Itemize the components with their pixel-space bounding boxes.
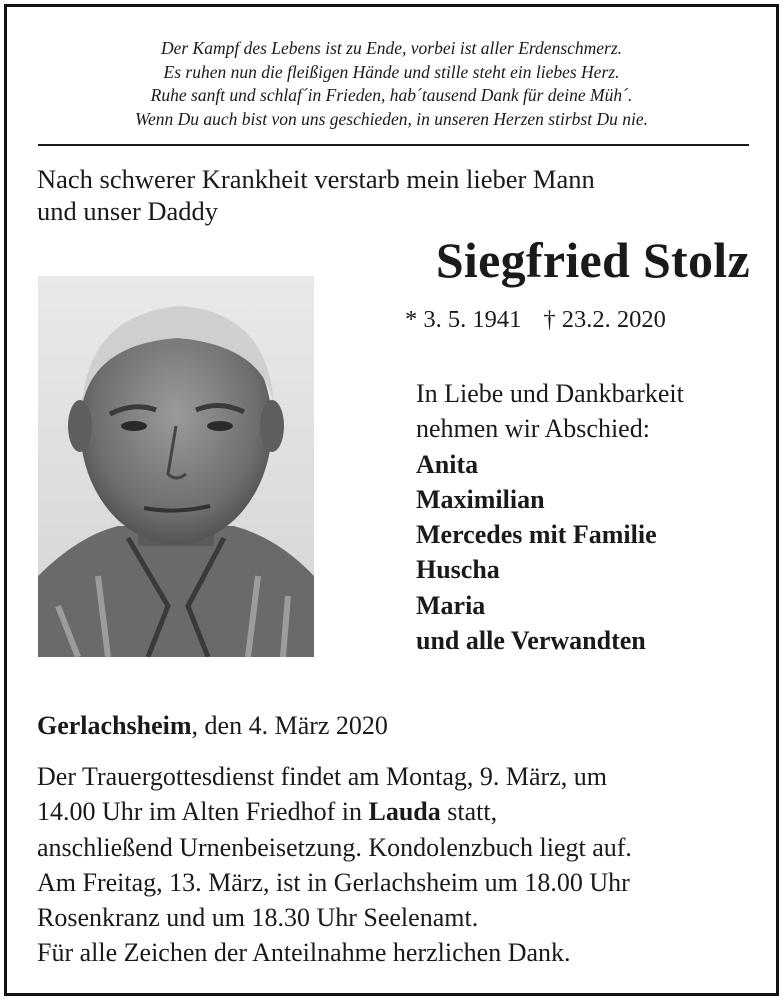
obituary-notice	[4, 4, 779, 996]
place-town: Gerlachsheim	[37, 711, 192, 740]
service-line: Der Trauergottesdienst findet am Montag, 9. März, um	[37, 762, 607, 791]
deceased-name: Siegfried Stolz	[435, 232, 750, 288]
poem-line: Wenn Du auch bist von uns geschieden, in unseren Herzen stirbst Du nie.	[135, 108, 648, 129]
service-line: Am Freitag, 13. März, ist in Gerlachsheim um 18.00 Uhr	[37, 867, 630, 897]
announcement-text	[37, 163, 595, 227]
mourner-name: Anita	[416, 449, 479, 479]
farewell-line: nehmen wir Abschied:	[416, 414, 650, 444]
announcement-line: Nach schwerer Krankheit verstarb mein lieber Mann	[37, 164, 595, 194]
mourner-name: Huscha	[416, 555, 500, 585]
service-time: 14.00 Uhr im Alten Friedhof in	[37, 797, 369, 827]
service-location: Lauda	[368, 797, 441, 827]
death-date: † 23.2. 2020	[543, 306, 666, 333]
birth-date: * 3. 5. 1941	[405, 306, 522, 333]
mourners-list	[416, 376, 684, 658]
mourner-name: Maria	[416, 590, 486, 620]
divider-line	[38, 144, 749, 146]
farewell-line: In Liebe und Dankbarkeit	[416, 379, 684, 408]
service-line: anschließend Urnenbeisetzung. Kondolenzbuch liegt auf.	[37, 832, 632, 862]
service-line: Rosenkranz und um 18.30 Uhr Seelenamt.	[37, 903, 479, 933]
place-and-date	[37, 710, 388, 742]
portrait-photo	[38, 276, 314, 657]
poem-line: Ruhe sanft und schlaf´in Frieden, hab´tausend Dank für deine Müh´.	[150, 85, 633, 105]
notice-date: , den 4. März 2020	[191, 711, 388, 740]
mourner-name: Mercedes mit Familie	[416, 520, 657, 550]
service-details	[37, 759, 632, 935]
announcement-line: und unser Daddy	[37, 196, 219, 226]
service-tail: statt,	[440, 797, 498, 827]
mourner-name: Maximilian	[416, 484, 545, 514]
mourner-name: und alle Verwandten	[416, 626, 646, 656]
life-dates	[405, 306, 666, 334]
poem-line: Es ruhen nun die fleißigen Hände und stille steht ein liebes Herz.	[163, 61, 620, 82]
service-line	[37, 794, 632, 829]
portrait-illustration	[38, 276, 314, 657]
poem-line: Der Kampf des Lebens ist zu Ende, vorbei ist aller Erdenschmerz.	[160, 38, 623, 58]
memorial-poem	[7, 37, 776, 131]
thanks-line: Für alle Zeichen der Anteilnahme herzlichen Dank.	[37, 938, 571, 967]
